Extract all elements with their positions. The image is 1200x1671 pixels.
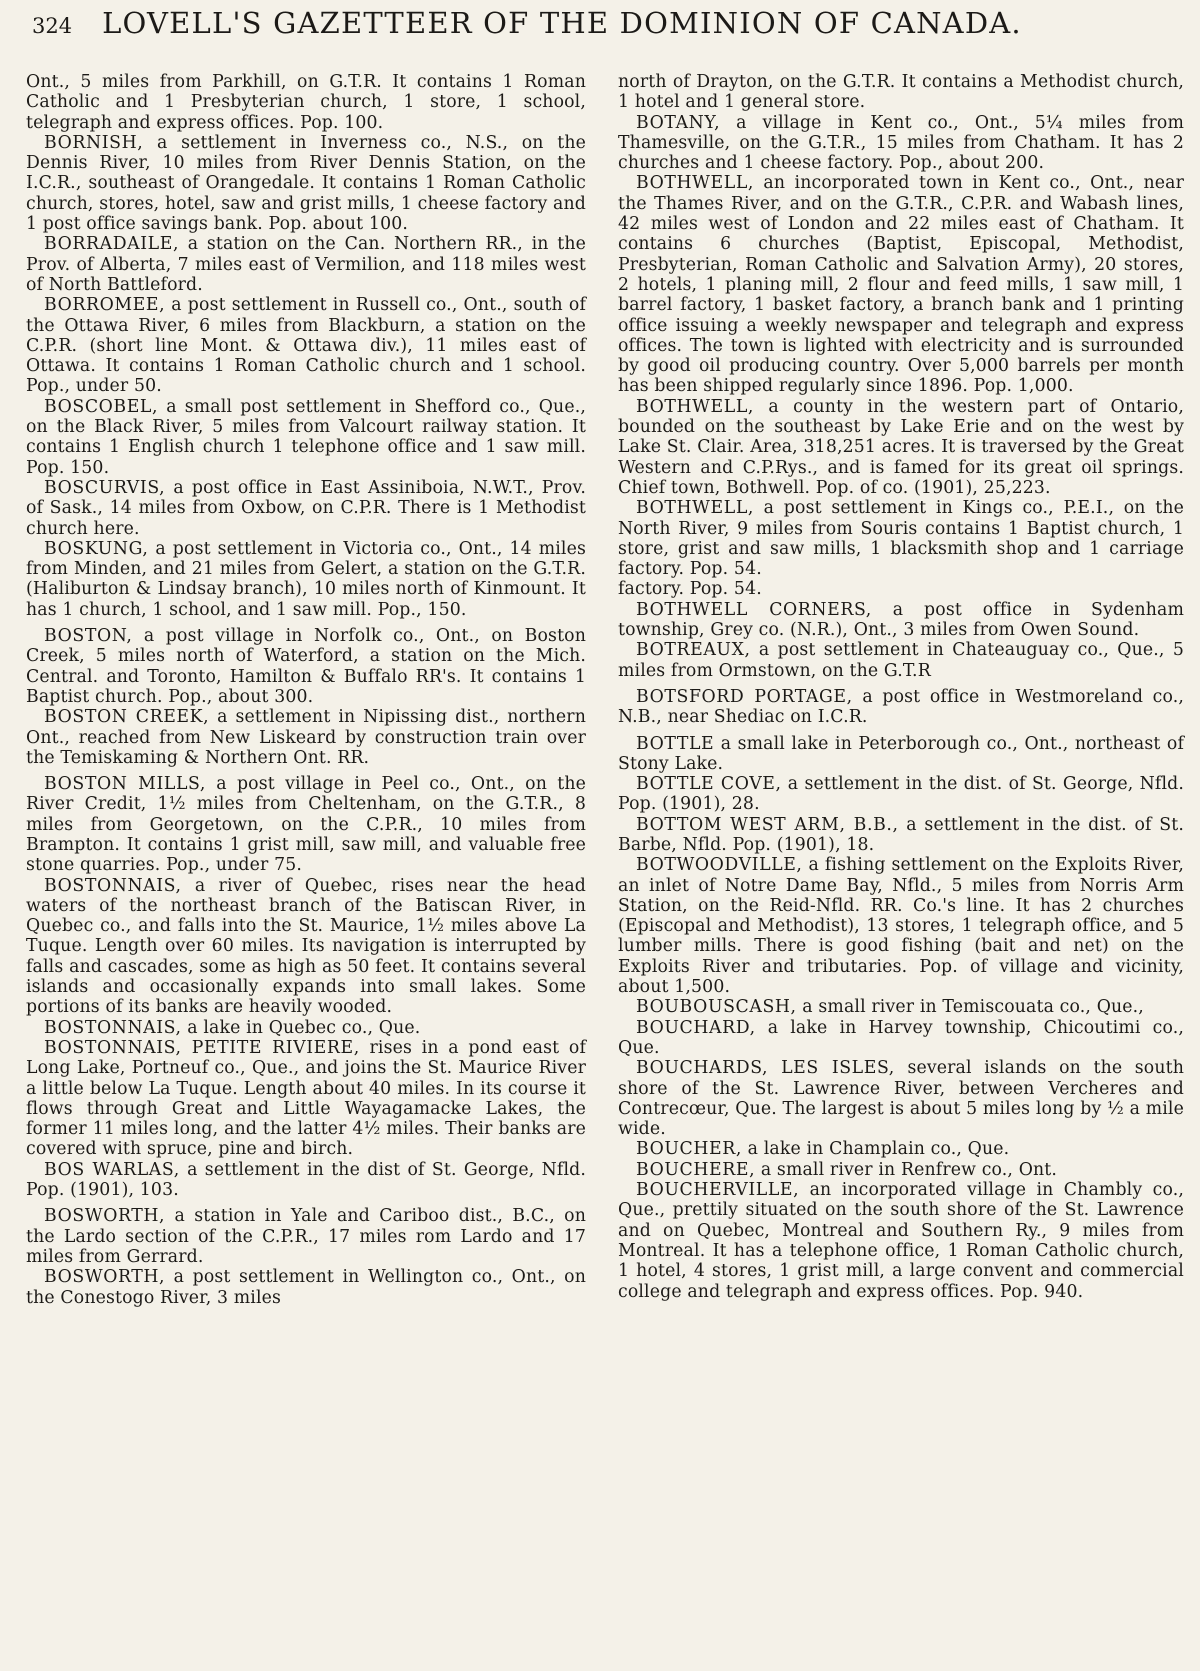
right-column: [618, 72, 1184, 1302]
entry-text: a station in Yale and Cariboo dist., B.C., on the Lardo section of the C.P.R., 17 miles rom Lardo and 17 miles from Gerrard.: [26, 1206, 586, 1267]
gazetteer-entry: [618, 113, 1184, 174]
gazetteer-entry: [26, 1206, 586, 1267]
gazetteer-entry: [26, 295, 586, 396]
gazetteer-entry: [618, 1139, 1184, 1159]
entry-text: an incorporated town in Kent co., Ont., near the Thames River, and on the G.T.R., C.P.R. and Wabash lines, 42 miles west of London and 22 miles east of Chatham. It contains 6 churches (Baptist, Episcopal, Methodist, Presbyterian, Roman Catholic and Salvation Army), 20 stores, 2 hotels, 1 planing mill, 2 flour and feed mills, 1 saw mill, 1 barrel factory, 1 basket factory, a branch bank and 1 printing office issuing a weekly newspaper and telegraph and express offices. The town is lighted with electricity and is surrounded by good oil producing country. Over 5,000 barrels per month has been shipped regularly since 1896. Pop. 1,000.: [618, 173, 1184, 397]
entry-headword: BOUCHER,: [636, 1139, 742, 1160]
entry-headword: BOUBOUSCASH,: [636, 997, 797, 1018]
entry-headword: BOTWOODVILLE,: [636, 855, 803, 876]
entry-headword: BOTTLE COVE,: [636, 774, 782, 795]
entry-text: a small lake in Peterborough co., Ont., northeast of Stony Lake.: [618, 733, 1184, 774]
entry-text: a settlement in Nipissing dist., northern Ont., reached from New Liskeard by construction train over the Temiskaming & Northern Ont. RR.: [26, 707, 586, 768]
gazetteer-entry: [618, 498, 1184, 579]
entry-text: a lake in Champlain co., Que.: [741, 1139, 1010, 1160]
entry-text: Ont., 5 miles from Parkhill, on G.T.R. It contains 1 Roman Catholic and 1 Presbyterian church, 1 store, 1 school, telegraph and express offices. Pop. 100.: [26, 72, 586, 133]
entry-headword: BOTSFORD PORTAGE,: [636, 686, 853, 707]
entry-text: a settlement in the dist. of St. Barbe, Nfld. Pop. (1901), 18.: [618, 814, 1185, 855]
entry-headword: BOSTON MILLS,: [44, 774, 206, 795]
gazetteer-entry: [618, 774, 1184, 815]
entry-text: a small river in Temiscouata co., Que.,: [796, 997, 1144, 1018]
entry-text: a settlement in Inverness co., N.S., on the Dennis River, 10 miles from River Dennis Station, on the I.C.R., southeast of Orangedale. It contains 1 Roman Catholic church, stores, hotel, saw and grist mills, 1 cheese factory and 1 post office savings bank. Pop. about 100.: [26, 132, 586, 235]
gazetteer-entry: [26, 234, 586, 295]
entry-headword: BOTTOM WEST ARM, B.B.,: [636, 814, 899, 835]
entry-text: a settlement in the dist of St. George, Nfld. Pop. (1901), 103.: [26, 1159, 586, 1201]
gazetteer-entry: [618, 734, 1184, 775]
gazetteer-entry: [26, 1018, 586, 1038]
entry-text: a post office in Westmoreland co., N.B., near Shediac on I.C.R.: [618, 686, 1185, 728]
entry-text: a post village in Peel co., Ont., on the River Credit, 1½ miles from Cheltenham, on the G.T.R., 8 miles from Georgetown, on the C.P.R., 10 miles from Brampton. It contains 1 grist mill, saw mill, and valuable free stone quarries. Pop., under 75.: [26, 774, 586, 876]
entry-headword: BOTHWELL,: [636, 498, 755, 519]
entry-text: a small post settlement in Shefford co., Que., on the Black River, 5 miles from Valcourt railway station. It contains 1 English church 1 telephone office and 1 saw mill. Pop. 150.: [26, 396, 586, 478]
gazetteer-entry: [618, 397, 1184, 498]
entry-text: a post settlement in Russell co., Ont., south of the Ottawa River, 6 miles from Blackburn, a station on the C.P.R. (short line Mont. & Ottawa div.), 11 miles east of Ottawa. It contains 1 Roman Catholic church and 1 school. Pop., under 50.: [26, 295, 586, 397]
entry-headword: BOSTONNAIS, PETITE RIVIERE,: [44, 1037, 360, 1058]
gazetteer-entry: [618, 72, 1184, 113]
entry-text: a county in the western part of Ontario, bounded on the southeast by Lake Erie and on the west by Lake St. Clair. Area, 318,251 acres. It is traversed by the Great Western and C.P.Rys., and is famed for its great oil springs. Chief town, Bothwell. Pop. of co. (1901), 25,223.: [618, 396, 1184, 498]
entry-headword: BOSTONNAIS,: [44, 875, 182, 896]
entry-text: a post office in East Assiniboia, N.W.T., Prov. of Sask., 14 miles from Oxbow, on C.P.R. There is 1 Methodist church here.: [26, 477, 586, 539]
entry-text: a small river in Renfrew co., Ont.: [755, 1159, 1058, 1180]
entry-headword: BOUCHERE,: [636, 1159, 756, 1180]
entry-text: a post settlement in Victoria co., Ont., 14 miles from Minden, and 21 miles from Gelert, a station on the G.T.R. (Haliburton & Lindsay branch), 10 miles north of Kinmount. It has 1 church, 1 school, and 1 saw mill. Pop., 150.: [26, 538, 586, 620]
gazetteer-entry: [26, 478, 586, 539]
entry-text: a post settlement in Kings co., P.E.I., on the North River, 9 miles from Souris contains 1 Baptist church, 1 store, grist and saw mills, 1 blacksmith shop and 1 carriage factory. Pop. 54.: [618, 498, 1184, 580]
gazetteer-entry: [618, 855, 1184, 997]
gazetteer-entry: [26, 397, 586, 478]
page-header: [32, 6, 1192, 52]
gazetteer-entry: [618, 1180, 1184, 1302]
running-title: LOVELL'S GAZETTEER OF THE DOMINION OF CANADA.: [102, 6, 1022, 40]
entry-headword: BORRADAILE,: [44, 234, 180, 255]
entry-text: several islands on the south shore of the St. Lawrence River, between Vercheres and Contrecœur, Que. The largest is about 5 miles long by ½ a mile wide.: [618, 1058, 1184, 1140]
entry-text: rises in a pond east of Long Lake, Portneuf co., Que., and joins the St. Maurice River a little below La Tuque. Length about 40 miles. In its course it flows through Great and Little Wayagamacke Lakes, the former 11 miles long, and the latter 4½ miles. Their banks are covered with spruce, pine and birch.: [26, 1037, 586, 1160]
entry-text: a settlement in the dist. of St. George, Nfld. Pop. (1901), 28.: [618, 774, 1184, 815]
entry-headword: BORNISH,: [44, 132, 144, 153]
entry-headword: BOSTONNAIS,: [44, 1017, 182, 1038]
entry-headword: BOUCHARD,: [636, 1017, 756, 1038]
entry-text: factory. Pop. 54.: [618, 579, 762, 600]
gazetteer-entry: [26, 1267, 586, 1308]
entry-text: a post office in Sydenham township, Grey co. (N.R.), Ont., 3 miles from Owen Sound.: [618, 599, 1185, 641]
gazetteer-entry: [618, 687, 1184, 728]
gazetteer-entry: [618, 997, 1184, 1017]
entry-headword: BOTREAUX,: [636, 640, 751, 661]
entry-headword: BOSWORTH,: [44, 1206, 166, 1227]
gazetteer-entry: [26, 1160, 586, 1201]
entry-headword: BOSCURVIS,: [44, 477, 166, 498]
gazetteer-entry: [26, 774, 586, 875]
gazetteer-entry: [618, 600, 1184, 641]
gazetteer-entry: [26, 539, 586, 620]
entry-headword: BOTHWELL CORNERS,: [636, 599, 872, 620]
gazetteer-entry: [26, 72, 586, 133]
entry-text: north of Drayton, on the G.T.R. It contains a Methodist church, 1 hotel and 1 general store.: [618, 72, 1184, 113]
entry-headword: BOTTLE: [636, 733, 715, 754]
entry-headword: BOSWORTH,: [44, 1267, 166, 1288]
gazetteer-entry: [618, 815, 1184, 856]
gazetteer-entry: [618, 579, 1184, 599]
entry-headword: BOSKUNG,: [44, 538, 149, 559]
entry-headword: BOSTON,: [44, 626, 133, 647]
entry-text: a station on the Can. Northern RR., in the Prov. of Alberta, 7 miles east of Vermilion, and 118 miles west of North Battleford.: [26, 234, 586, 295]
entry-text: a post village in Norfolk co., Ont., on Boston Creek, 5 miles north of Waterford, a station on the Mich. Central. and Toronto, Hamilton & Buffalo RR's. It contains 1 Baptist church. Pop., about 300.: [26, 626, 586, 707]
entry-headword: BOSTON CREEK,: [44, 707, 210, 728]
left-column: [26, 72, 586, 1308]
page-number: 324: [32, 14, 73, 38]
entry-text: a village in Kent co., Ont., 5¼ miles from Thamesville, on the G.T.R., 15 miles from Chatham. It has 2 churches and 1 cheese factory. Pop., about 200.: [618, 112, 1184, 174]
entry-headword: BOS WARLAS,: [44, 1159, 180, 1180]
gazetteer-entry: [618, 173, 1184, 396]
entry-text: a lake in Quebec co., Que.: [181, 1017, 421, 1038]
gazetteer-entry: [618, 1018, 1184, 1059]
gazetteer-entry: [26, 876, 586, 1018]
entry-text: an incorporated village in Chambly co., Que., prettily situated on the south shore of the St. Lawrence and on Quebec, Montreal and Southern Ry., 9 miles from Montreal. It has a telephone office, 1 Roman Catholic church, 1 hotel, 4 stores, 1 grist mill, a large convent and commercial college and telegraph and express offices. Pop. 940.: [618, 1180, 1184, 1302]
entry-headword: BOSCOBEL,: [44, 396, 159, 417]
gazetteer-entry: [26, 626, 586, 707]
entry-text: a post settlement in Chateauguay co., Que., 5 miles from Ormstown, on the G.T.R: [618, 640, 1184, 681]
entry-headword: BOUCHARDS, LES ISLES,: [636, 1058, 895, 1079]
entry-text: a post settlement in Wellington co., Ont., on the Conestogo River, 3 miles: [26, 1267, 586, 1308]
entry-headword: BOTHWELL,: [636, 396, 755, 417]
entry-text: a river of Quebec, rises near the head waters of the northeast branch of the Batiscan River, in Quebec co., and falls into the St. Maurice, 1½ miles above La Tuque. Length over 60 miles. Its navigation is interrupted by falls and cascades, some as high as 50 feet. It contains several islands and occasionally expands into small lakes. Some portions of its banks are heavily wooded.: [26, 875, 586, 1018]
entry-headword: BORROMEE,: [44, 295, 166, 316]
entry-headword: BOTANY,: [636, 112, 721, 133]
gazetteer-entry: [618, 640, 1184, 681]
entry-text: a lake in Harvey township, Chicoutimi co., Que.: [618, 1017, 1184, 1058]
gazetteer-entry: [618, 1058, 1184, 1139]
entry-text: a fishing settlement on the Exploits River, an inlet of Notre Dame Bay, Nfld., 5 miles from Norris Arm Station, on the Reid-Nfld. RR. Co.'s line. It has 2 churches (Episcopal and Methodist), 13 stores, 1 telegraph office, and 5 lumber mills. There is good fishing (bait and net) on the Exploits River and tributaries. Pop. of village and vicinity, about 1,500.: [618, 855, 1184, 998]
entry-headword: BOUCHERVILLE,: [636, 1180, 800, 1201]
gazetteer-entry: [26, 1038, 586, 1160]
gazetteer-entry: [618, 1160, 1184, 1180]
gazetteer-entry: [26, 133, 586, 234]
entry-headword: BOTHWELL,: [636, 173, 755, 194]
gazetteer-entry: [26, 707, 586, 768]
